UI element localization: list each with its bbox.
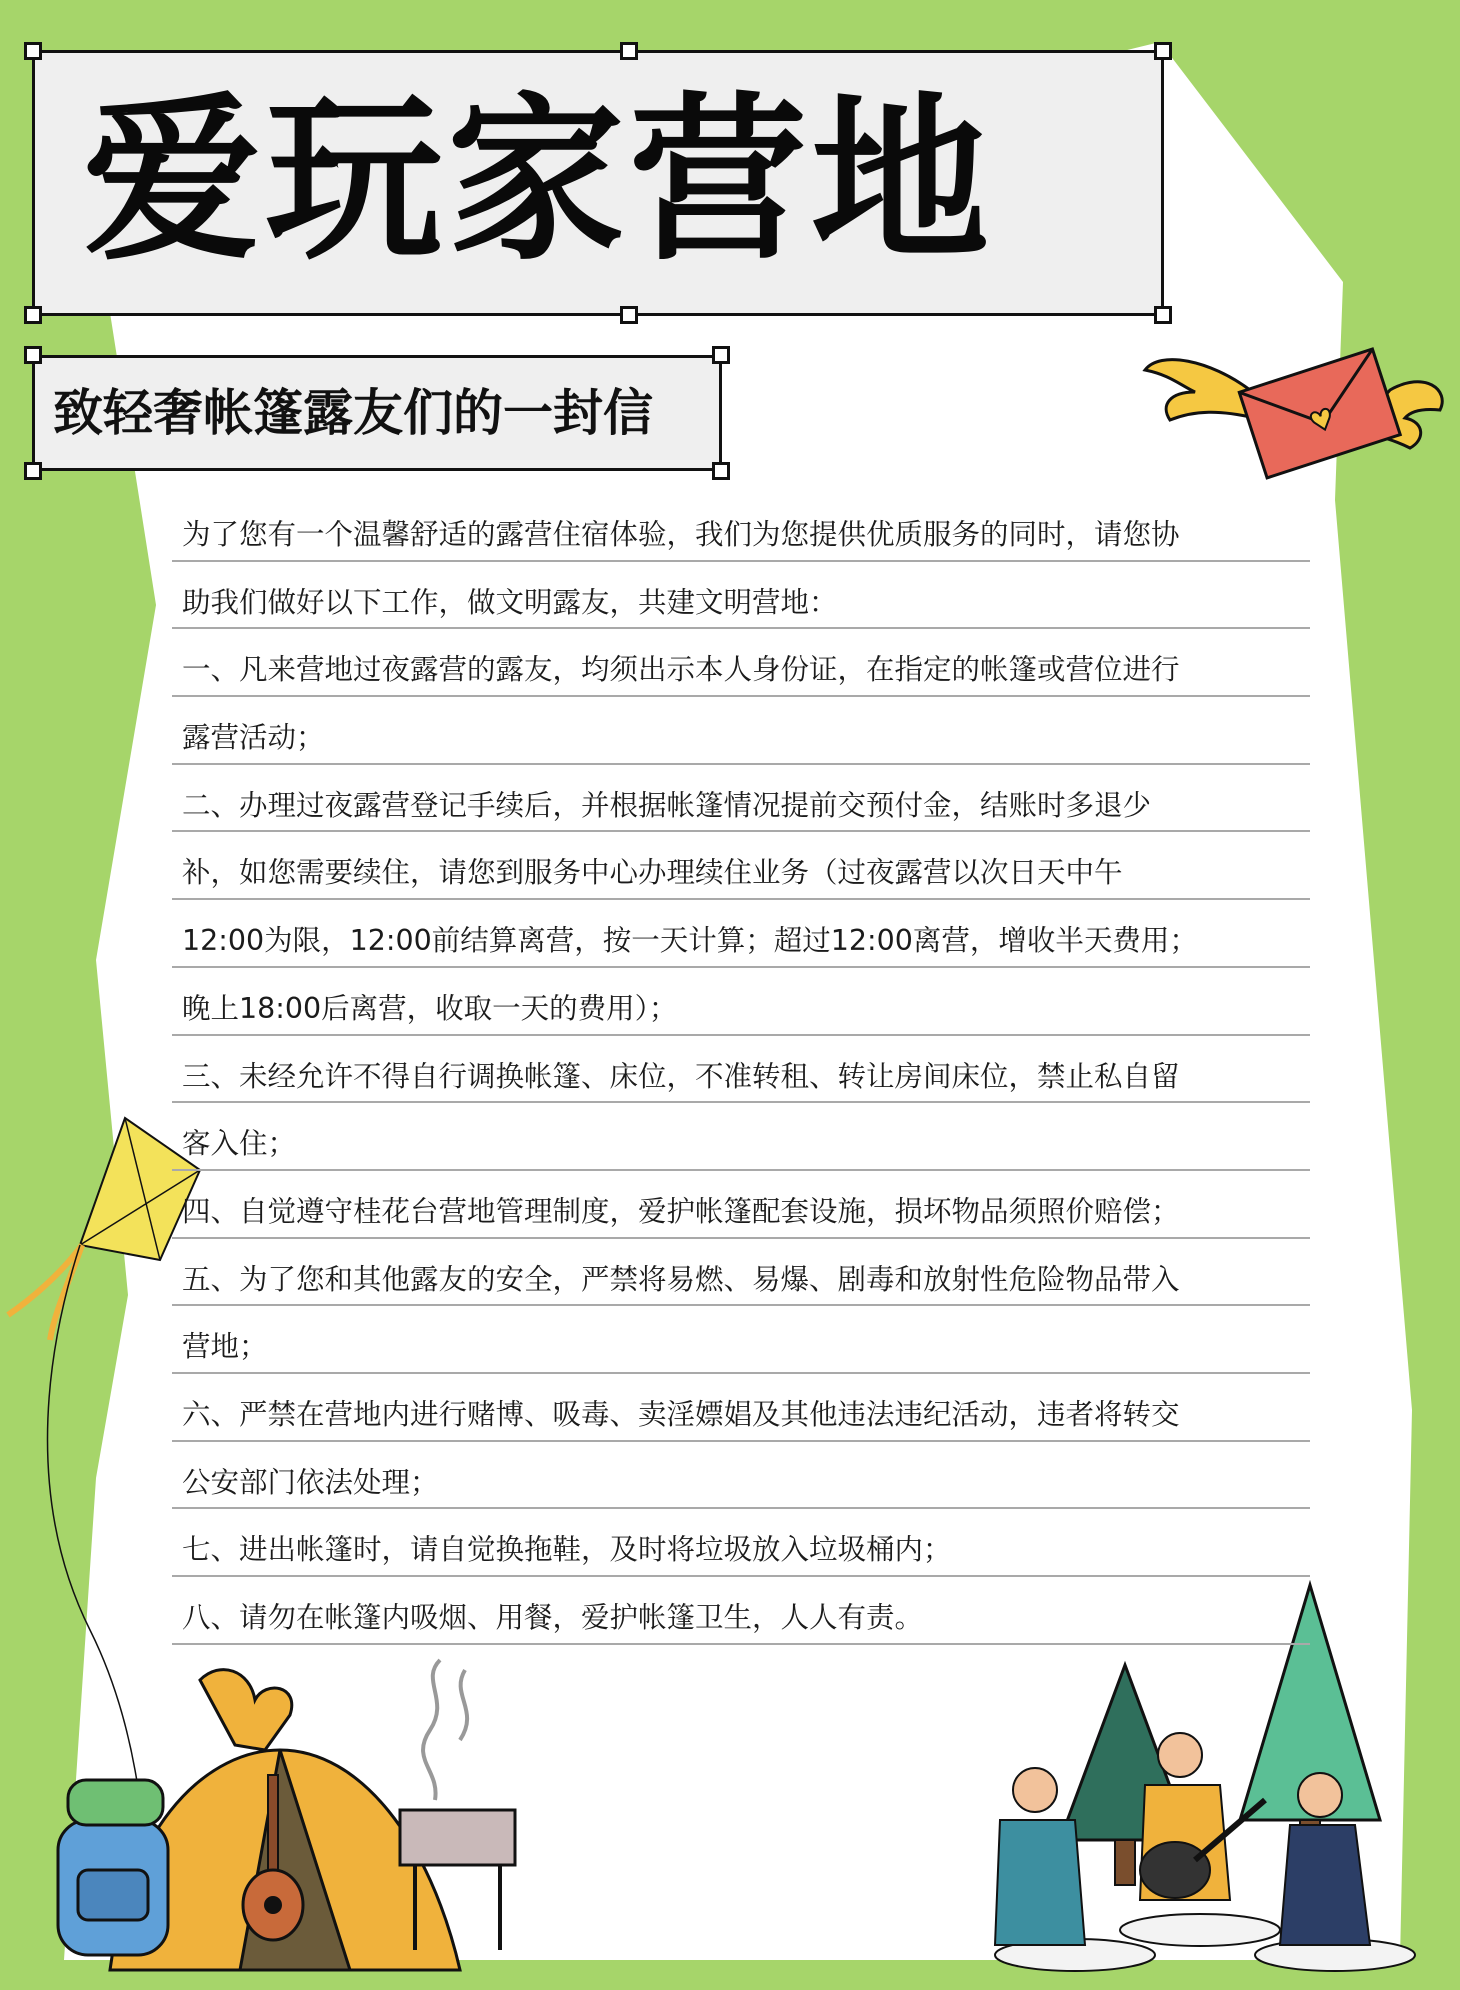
campers-illustration	[975, 1730, 1425, 1975]
letter-line: 12:00为限，12:00前结算离营，按一天计算；超过12:00离营，增收半天费用；	[172, 900, 1310, 968]
letter-line: 六、严禁在营地内进行赌博、吸毒、卖淫嫖娼及其他违法违纪活动，违者将转交	[172, 1374, 1310, 1442]
selection-handle	[24, 306, 42, 324]
letter-line: 一、凡来营地过夜露营的露友，均须出示本人身份证，在指定的帐篷或营位进行	[172, 629, 1310, 697]
letter-line: 四、自觉遵守桂花台营地管理制度，爱护帐篷配套设施，损坏物品须照价赔偿；	[172, 1171, 1310, 1239]
subtitle-box	[32, 355, 722, 471]
guitar-icon	[230, 1770, 320, 1960]
letter-line: 五、为了您和其他露友的安全，严禁将易燃、易爆、剧毒和放射性危险物品带入	[172, 1239, 1310, 1307]
letter-line: 为了您有一个温馨舒适的露营住宿体验，我们为您提供优质服务的同时，请您协	[172, 494, 1310, 562]
letter-line: 公安部门依法处理；	[172, 1442, 1310, 1510]
letter-line: 三、未经允许不得自行调换帐篷、床位，不准转租、转让房间床位，禁止私自留	[172, 1036, 1310, 1104]
selection-handle	[24, 346, 42, 364]
subtitle: 致轻奢帐篷露友们的一封信	[53, 384, 653, 442]
letter-body	[172, 494, 1310, 1645]
selection-handle	[620, 42, 638, 60]
selection-handle	[24, 462, 42, 480]
letter-line: 露营活动；	[172, 697, 1310, 765]
selection-handle	[24, 42, 42, 60]
letter-line: 二、办理过夜露营登记手续后，并根据帐篷情况提前交预付金，结账时多退少	[172, 765, 1310, 833]
selection-handle	[1154, 306, 1172, 324]
title-box	[32, 50, 1164, 316]
letter-line: 七、进出帐篷时，请自觉换拖鞋，及时将垃圾放入垃圾桶内；	[172, 1509, 1310, 1577]
letter-line: 补，如您需要续住，请您到服务中心办理续住业务（过夜露营以次日天中午	[172, 832, 1310, 900]
grill-icon	[390, 1650, 530, 1960]
selection-handle	[712, 346, 730, 364]
letter-line: 客入住；	[172, 1103, 1310, 1171]
letter-line: 晚上18:00后离营，收取一天的费用）；	[172, 968, 1310, 1036]
letter-line: 八、请勿在帐篷内吸烟、用餐，爱护帐篷卫生，人人有责。	[172, 1577, 1310, 1645]
selection-handle	[1154, 42, 1172, 60]
letter-line: 营地；	[172, 1306, 1310, 1374]
envelope-with-wings-icon	[1140, 330, 1450, 480]
letter-line: 助我们做好以下工作，做文明露友，共建文明营地：	[172, 562, 1310, 630]
selection-handle	[620, 306, 638, 324]
selection-handle	[712, 462, 730, 480]
backpack-icon	[48, 1760, 178, 1960]
page-title: 爱玩家营地	[83, 77, 993, 284]
